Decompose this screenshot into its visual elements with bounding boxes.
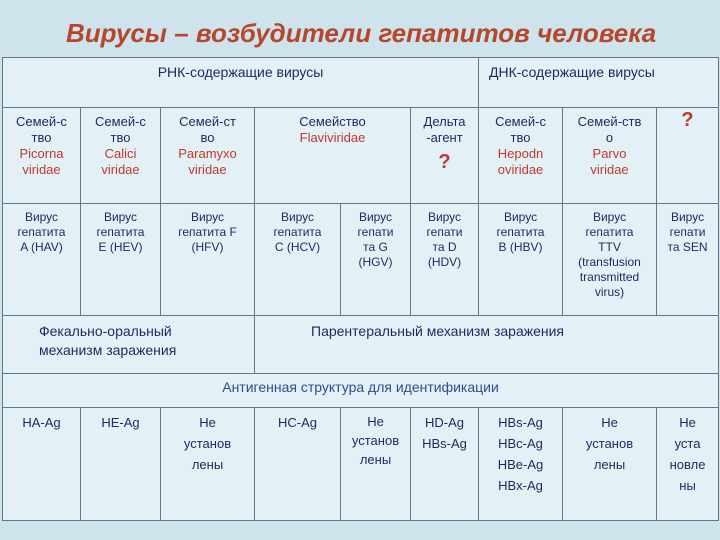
family-name: Hepodn oviridae bbox=[497, 146, 544, 177]
family-label: Семей-с тво bbox=[495, 114, 546, 145]
family-label: Семей-с тво bbox=[95, 114, 146, 145]
family-label: Семей-ст во bbox=[179, 114, 236, 145]
antigen-cell: Не установ лены bbox=[563, 408, 657, 521]
family-cell bbox=[3, 108, 81, 204]
family-cell bbox=[161, 108, 255, 204]
family-name: Parvo viridae bbox=[590, 146, 629, 177]
family-cell bbox=[411, 108, 479, 204]
family-cell bbox=[479, 108, 563, 204]
family-cell bbox=[255, 108, 411, 204]
parenteral-mechanism: Парентеральный механизм заражения bbox=[255, 316, 719, 374]
family-label: Семей-ств о bbox=[577, 114, 642, 145]
virus-cell: Вирус гепати та SEN bbox=[657, 204, 719, 316]
family-name: Calici viridae bbox=[101, 146, 140, 177]
unknown-mark: ? bbox=[438, 151, 451, 173]
antigen-cell: HE-Ag bbox=[81, 408, 161, 521]
family-cell bbox=[657, 108, 719, 204]
hepatitis-viruses-table bbox=[2, 57, 719, 521]
page-title: Вирусы – возбудители гепатитов человека bbox=[66, 18, 657, 48]
family-cell bbox=[563, 108, 657, 204]
family-label: Семейство bbox=[299, 114, 366, 129]
unknown-mark: ? bbox=[681, 109, 694, 131]
fecal-oral-mechanism: Фекально-оральный механизм заражения bbox=[3, 316, 255, 374]
family-label: Дельта -агент bbox=[423, 114, 466, 145]
antigen-cell: HA-Ag bbox=[3, 408, 81, 521]
virus-cell: Вирус гепатита F (HFV) bbox=[161, 204, 255, 316]
antigen-header: Антигенная структура для идентификации bbox=[3, 374, 719, 408]
family-cell bbox=[81, 108, 161, 204]
antigen-cell: Не установ лены bbox=[341, 408, 411, 521]
antigen-cell: Не установ лены bbox=[161, 408, 255, 521]
family-name: Picorna viridae bbox=[19, 146, 64, 177]
family-name: Flaviviridae bbox=[299, 130, 366, 145]
virus-cell: Вирус гепатита B (HBV) bbox=[479, 204, 563, 316]
family-name: Paramyxo viridae bbox=[178, 146, 237, 177]
rna-header: РНК-содержащие вирусы bbox=[3, 58, 479, 108]
antigen-cell: HC-Ag bbox=[255, 408, 341, 521]
virus-cell: Вирус гепатита E (HEV) bbox=[81, 204, 161, 316]
virus-cell: Вирус гепати та G (HGV) bbox=[341, 204, 411, 316]
antigen-cell: Не уста новле ны bbox=[657, 408, 719, 521]
antigen-cell: HD-Ag HBs-Ag bbox=[411, 408, 479, 521]
antigen-cell: HBs-Ag HBc-Ag HBe-Ag HBx-Ag bbox=[479, 408, 563, 521]
virus-cell: Вирус гепатита C (HCV) bbox=[255, 204, 341, 316]
virus-cell: Вирус гепатита TTV (transfusion transmitted virus) bbox=[563, 204, 657, 316]
dna-header: ДНК-содержащие вирусы bbox=[479, 58, 719, 108]
virus-cell: Вирус гепатита A (HAV) bbox=[3, 204, 81, 316]
family-label: Семей-с тво bbox=[16, 114, 67, 145]
virus-cell: Вирус гепати та D (HDV) bbox=[411, 204, 479, 316]
